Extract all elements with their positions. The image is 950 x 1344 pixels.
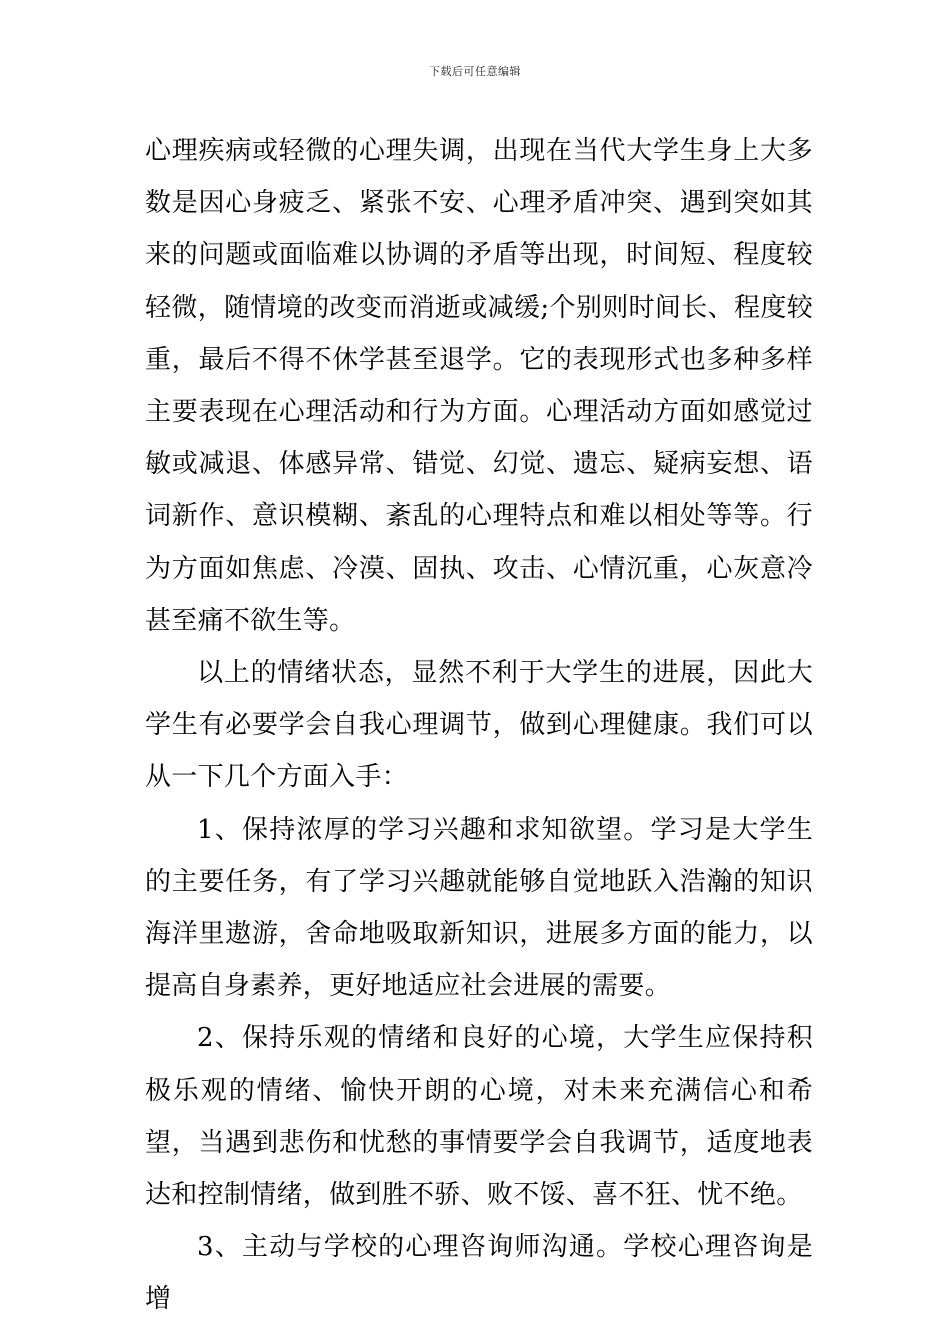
paragraph-item-1: 1、保持浓厚的学习兴趣和求知欲望。学习是大学生的主要任务，有了学习兴趣就能够自觉地跃入浩瀚的知识海洋里遨游，舍命地吸取新知识，进展多方面的能力，以提高自身素养，更好地适应社会进展的需要。: [145, 814, 813, 1002]
paragraph-item-3: 3、主动与学校的心理咨询师沟通。学校心理咨询是增: [145, 1232, 813, 1315]
paragraph-symptoms: 心理疾病或轻微的心理失调，出现在当代大学生身上大多数是因心身疲乏、紧张不安、心理矛盾冲突、遇到突如其来的问题或面临难以协调的矛盾等出现，时间短、程度较轻微，随情境的改变而消逝或减缓;个别则时间长、程度较重，最后不得不休学甚至退学。它的表现形式也多种多样主要表现在心理活动和行为方面。心理活动方面如感觉过敏或减退、体感异常、错觉、幻觉、遗忘、疑病妄想、语词新作、意识模糊、紊乱的心理特点和难以相处等等。行为方面如焦虑、冷漠、固执、攻击、心情沉重，心灰意冷甚至痛不欲生等。: [145, 136, 813, 636]
paragraph-intro-adjustment: 以上的情绪状态，显然不利于大学生的进展，因此大学生有必要学会自我心理调节，做到心理健康。我们可以从一下几个方面入手：: [145, 658, 813, 793]
paragraph-item-2: 2、保持乐观的情绪和良好的心境，大学生应保持积极乐观的情绪、愉快开朗的心境，对未来充满信心和希望，当遇到悲伤和忧愁的事情要学会自我调节，适度地表达和控制情绪，做到胜不骄、败不馁、喜不狂、忧不绝。: [145, 1023, 813, 1211]
page-header: 下载后可任意编辑: [429, 65, 521, 78]
document-body: [145, 125, 813, 1326]
